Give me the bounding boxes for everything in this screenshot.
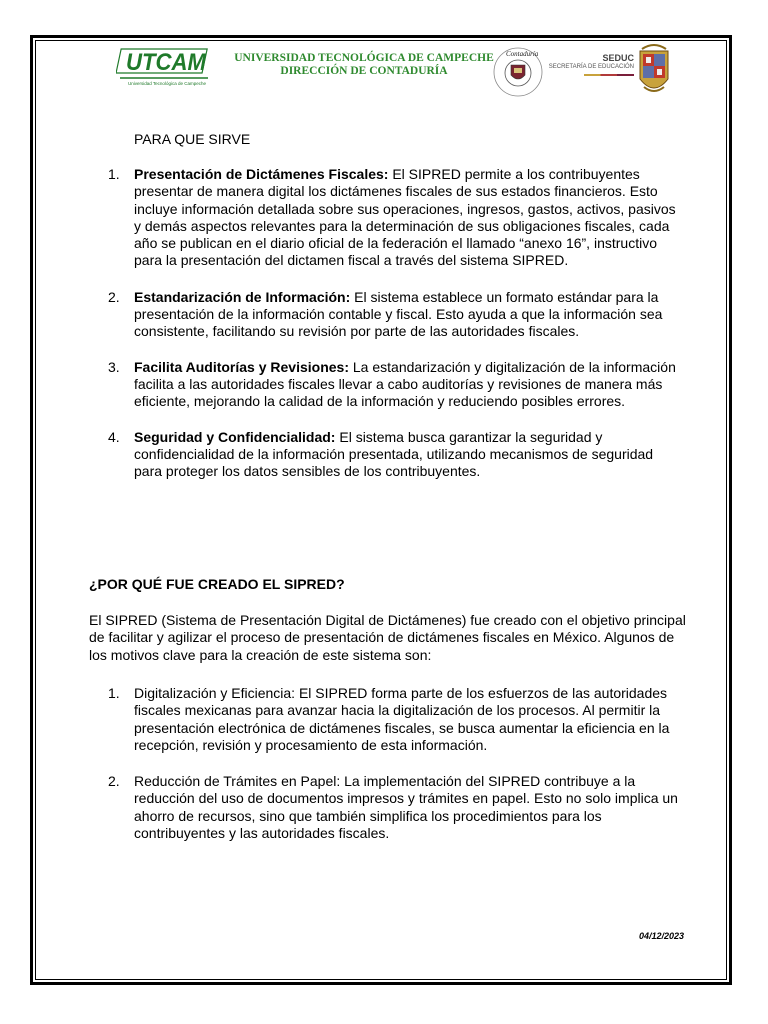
university-name: UNIVERSIDAD TECNOLÓGICA DE CAMPECHE [234, 52, 494, 64]
intro-paragraph: El SIPRED (Sistema de Presentación Digital de Dictámenes) fue creado con el objetivo principal de facilitar y agilizar el proceso de presentación de dictámenes fiscales en México. Algunos de los motivos clave para la creación de este sistema son: [89, 612, 686, 663]
contaduria-seal-icon [492, 46, 544, 98]
section-heading-por-que: ¿POR QUÉ FUE CREADO EL SIPRED? [89, 576, 345, 592]
item-title: Presentación de Dictámenes Fiscales: [134, 166, 389, 182]
item-title: Seguridad y Confidencialidad: [134, 428, 336, 445]
footer-date: 04/12/2023 [638, 931, 684, 941]
item-text: El sistema establece un formato estándar para la presentación de la información contable y fiscal. Esto ayuda a que la información sea consistente, facilitando su revisión por parte de las autoridades fiscales. [134, 288, 663, 340]
seduc-logo [538, 54, 634, 76]
list-item: 4. Seguridad y Confidencialidad: El sistema busca garantizar la seguridad y confidencialidad de la información presentada, utilizando mecanismos de seguridad para proteger los datos sensibles de los contribuyentes. [108, 428, 654, 480]
purpose-list [108, 166, 680, 480]
item-text: El SIPRED permite a los contribuyentes presentar de manera digital los dictámenes fiscales de sus estados financieros. Esto incluye información detallada sobre sus operaciones, ingresos, gastos, activos, pasivos y demás aspectos relevantes para la determinación de sus obligaciones fiscales, cada año se publican en el diario oficial de la federación el llamado “anexo 16”, instructivo para la presentación del dictamen fiscal a través del sistema SIPRED. [134, 166, 676, 269]
reasons-list [108, 685, 680, 842]
seduc-title: SEDUC [602, 53, 634, 63]
seduc-subtitle: SECRETARÍA DE EDUCACIÓN [548, 64, 634, 70]
item-text: Reducción de Trámites en Papel: La implementación del SIPRED contribuye a la reducción del uso de documentos impresos y trámites en papel. Esto no solo implica un ahorro de recursos, sino que también simplifica los procedimientos para los contribuyentes y las autoridades fiscales. [134, 773, 678, 842]
seal-text: Contaduría [506, 50, 539, 58]
logo-subtext: Universidad Tecnológica de Campeche [128, 81, 206, 86]
list-item: 1. Presentación de Dictámenes Fiscales: El SIPRED permite a los contribuyentes presentar de manera digital los dictámenes fiscales de sus estados financieros. Esto incluye información detallada sobre sus operaciones, ingresos, gastos, activos, pasivos y demás aspectos relevantes para la determinación de sus obligaciones fiscales, cada año se publican en el diario oficial de la federación el llamado “anexo 16”, instructivo para la presentación del dictamen fiscal a través del sistema SIPRED. [108, 166, 676, 269]
department-name: DIRECCIÓN DE CONTADURÍA [280, 65, 448, 77]
seduc-color-bar [584, 74, 634, 76]
campeche-crest-icon [636, 43, 672, 97]
item-title: Facilita Auditorías y Revisiones: [134, 358, 349, 375]
utcam-logo-icon [116, 45, 212, 87]
item-text: La estandarización y digitalización de la información facilita a las autoridades fiscales llevar a cabo auditorías y revisiones de manera más eficiente, mejorando la calidad de la información y reduciendo posibles errores. [134, 358, 676, 410]
header-text [226, 52, 502, 78]
list-item: 3. Facilita Auditorías y Revisiones: La estandarización y digitalización de la información facilita a las autoridades fiscales llevar a cabo auditorías y revisiones de manera más eficiente, mejorando la calidad de la información y reduciendo posibles errores. [108, 358, 676, 410]
list-item: 1. Digitalización y Eficiencia: El SIPRED forma parte de los esfuerzos de las autoridades fiscales mexicanas para avanzar hacia la digitalización de los procesos. Al permitir la presentación electrónica de dictámenes fiscales, se busca aumentar la eficiencia en la recepción, revisión y procesamiento de esta información. [108, 685, 670, 753]
item-text: El sistema busca garantizar la seguridad y confidencialidad de la información presentada, utilizando mecanismos de seguridad para proteger los datos sensibles de los contribuyentes. [134, 428, 654, 480]
item-title: Estandarización de Información: [134, 288, 351, 305]
list-item: 2. Estandarización de Información: El sistema establece un formato estándar para la presentación de la información contable y fiscal. Esto ayuda a que la información sea consistente, facilitando su revisión por parte de las autoridades fiscales. [108, 288, 663, 340]
logo-text: UTCAM [126, 49, 207, 76]
item-text: Digitalización y Eficiencia: El SIPRED forma parte de los esfuerzos de las autoridades fiscales mexicanas para avanzar hacia la digitalización de los procesos. Al permitir la presentación electrónica de dictámenes fiscales, se busca aumentar la eficiencia en la recepción, revisión y procesamiento de esta información. [134, 685, 670, 753]
list-item: 2. Reducción de Trámites en Papel: La implementación del SIPRED contribuye a la reducción del uso de documentos impresos y trámites en papel. Esto no solo implica un ahorro de recursos, sino que también simplifica los procedimientos para los contribuyentes y las autoridades fiscales. [108, 773, 678, 842]
section-heading-para-que-sirve: PARA QUE SIRVE [134, 131, 251, 147]
